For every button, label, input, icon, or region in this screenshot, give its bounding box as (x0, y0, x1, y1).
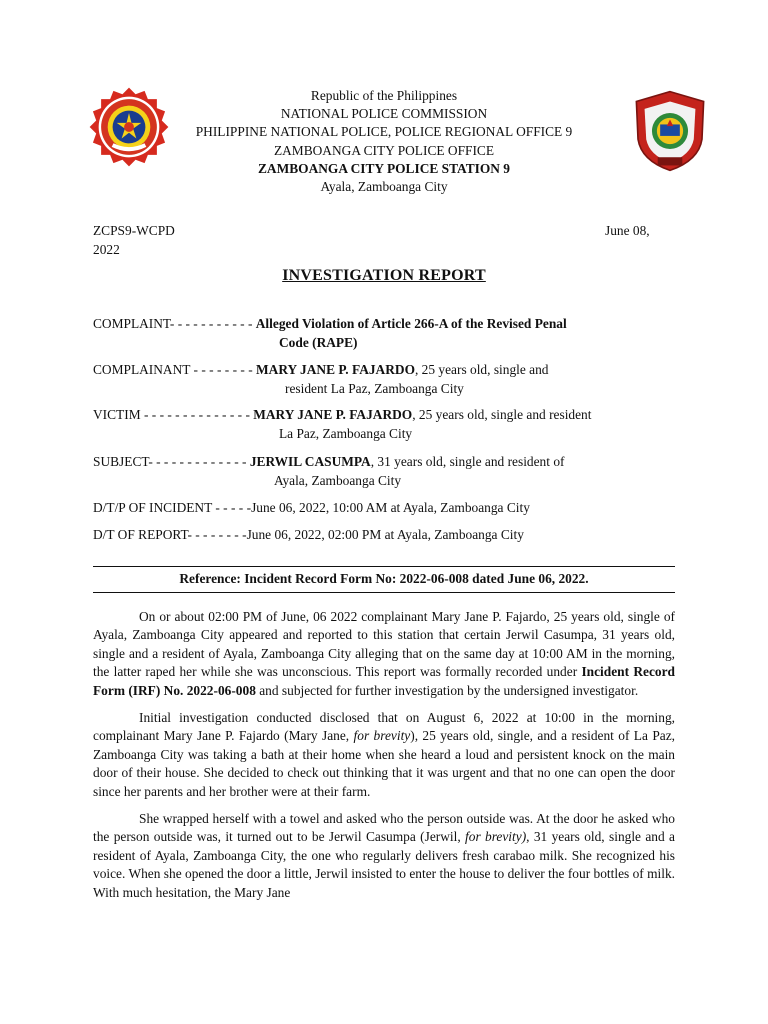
italic-text: for brevity) (465, 829, 527, 845)
header-republic: Republic of the Philippines (310, 88, 458, 103)
irf-number: Incident Record Form (IRF) No. 2022-06-008 (93, 664, 675, 698)
field-label: SUBJECT- - - - - - - - - - - - - (93, 454, 250, 469)
complainant-name: MARY JANE P. FAJARDO (256, 362, 415, 377)
letterhead (150, 87, 618, 196)
field-complaint (93, 315, 683, 350)
paragraph-1 (93, 608, 675, 700)
field-complainant (93, 361, 683, 396)
field-subject (93, 453, 683, 488)
field-label: D/T/P OF INCIDENT - - - - - (93, 500, 252, 515)
field-value: Alleged Violation of Article 266-A of the Revised Penal (255, 316, 567, 331)
victim-name: MARY JANE P. FAJARDO (253, 407, 413, 422)
reference-bottom-rule (93, 592, 675, 593)
paragraph-text: On or about 02:00 PM of June, 06 2022 complainant Mary Jane P. Fajardo, 25 years old, single of Ayala, Zamboanga City appeared and reported to this station that certain Jerwil Casumpa, 31 years old, single and a resident of Ayala, Zamboanga City alleging that on the same day at 10:00 AM in the morning, the latter raped her while she was unconscious. This report was formally recorded under (93, 609, 675, 680)
zamboanga-finest-badge-logo (632, 90, 708, 172)
field-value: , 25 years old, single and (414, 362, 549, 377)
report-title: INVESTIGATION REPORT (282, 267, 486, 284)
field-value-cont: Code (RAPE) (279, 334, 358, 350)
paragraph-text: , 31 years old, single and a resident of Ayala, Zamboanga City, the one who regularly delivers fresh carabao milk. She recognized his voice. When she opened the door a little, Jerwil insisted to enter the house to deliver the four bottles of milk. With much hesitation, the Mary Jane (93, 829, 675, 900)
field-label: COMPLAINANT - - - - - - - - (93, 362, 257, 377)
report-body (93, 608, 675, 911)
field-value: June 06, 2022, 10:00 AM at Ayala, Zamboanga City (251, 500, 530, 515)
report-date-part2: 2022 (93, 242, 120, 257)
header-station: ZAMBOANGA CITY POLICE STATION 9 (258, 160, 510, 176)
reference-number: ZCPS9-WCPD (93, 223, 175, 238)
header-location: Ayala, Zamboanga City (320, 179, 448, 195)
field-value: June 06, 2022, 02:00 PM at Ayala, Zamboanga City (246, 527, 524, 542)
header-napolcom: NATIONAL POLICE COMMISSION (280, 106, 488, 122)
paragraph-text: She wrapped herself with a towel and asked who the person outside was. At the door he asked who the person outside was, it turned out to be Jerwil Casumpa (Jerwil, (93, 811, 675, 845)
field-report-datetime (93, 526, 683, 545)
paragraph-2 (93, 709, 675, 801)
italic-text: for brevity (353, 728, 411, 744)
field-value: , 25 years old, single and resident (412, 407, 592, 422)
header-pnp-region: PHILIPPINE NATIONAL POLICE, POLICE REGIONAL OFFICE 9 (195, 124, 573, 140)
field-value-cont: Ayala, Zamboanga City (274, 472, 402, 488)
field-value: , 31 years old, single and resident of (370, 454, 565, 469)
field-label: COMPLAINT- - - - - - - - - - - (93, 316, 256, 331)
field-value-cont: resident La Paz, Zamboanga City (285, 380, 464, 396)
reference-top-rule (93, 566, 675, 567)
paragraph-text: and subjected for further investigation by the undersigned investigator. (255, 682, 639, 698)
field-value-cont: La Paz, Zamboanga City (279, 425, 413, 441)
field-label: VICTIM - - - - - - - - - - - - - - (93, 407, 254, 422)
report-date-part1: June 08, (605, 223, 650, 238)
reference-line: Reference: Incident Record Form No: 2022-06-008 dated June 06, 2022. (179, 571, 589, 586)
field-label: D/T OF REPORT- - - - - - - - (93, 527, 247, 542)
paragraph-text: ), 25 years old, single, and a resident of La Paz, Zamboanga City was taking a bath at their home when she heard a loud and persistent knock on the main door of their house. She decided to check out thinking that it was urgent and that no one can open the door since her parents and her brother were at their farm. (93, 728, 675, 799)
header-city-office: ZAMBOANGA CITY POLICE OFFICE (273, 142, 495, 158)
subject-name: JERWIL CASUMPA (249, 454, 371, 469)
field-victim (93, 406, 683, 441)
paragraph-3 (93, 810, 675, 902)
paragraph-text: Initial investigation conducted disclosed that on August 6, 2022 at 10:00 in the morning, complainant Mary Jane P. Fajardo (Mary Jane, (93, 710, 675, 744)
field-incident-datetime-place (93, 499, 683, 518)
